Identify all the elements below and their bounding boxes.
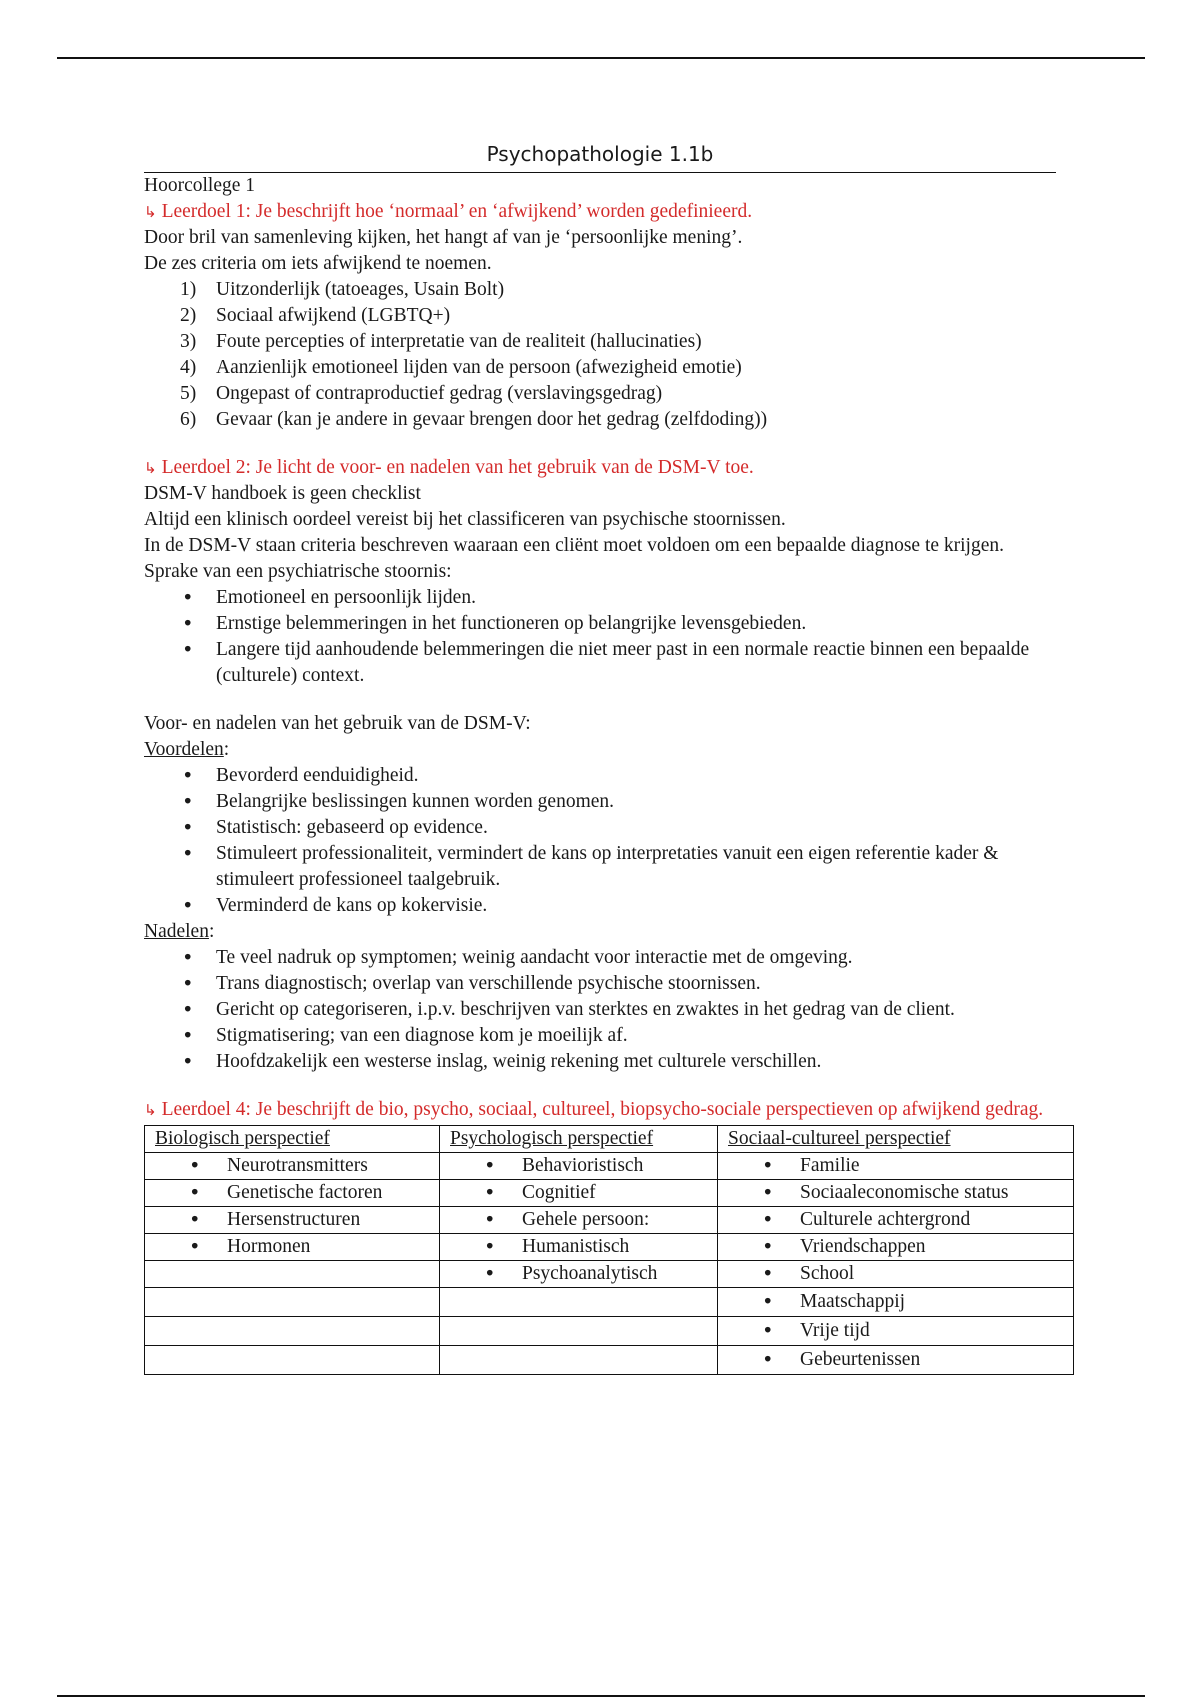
table-cell: • School: [718, 1261, 1074, 1288]
list-item: [144, 355, 1056, 381]
table-cell: • Behavioristisch: [440, 1153, 718, 1180]
table-cell: • Psychoanalytisch: [440, 1261, 718, 1288]
list-item: • Emotioneel en persoonlijk lijden.: [144, 585, 1056, 611]
table-row: [145, 1261, 1074, 1288]
table-cell: • Humanistisch: [440, 1234, 718, 1261]
list-item: • Bevorderd eenduidigheid.: [144, 763, 1056, 789]
spacer: [144, 689, 1056, 711]
return-arrow-icon: ↳: [144, 459, 157, 477]
paragraph: Sprake van een psychiatrische stoornis:: [144, 561, 452, 582]
table-cell: • Neurotransmitters: [145, 1153, 440, 1180]
list-number: 1): [180, 279, 197, 300]
table-row: [145, 1207, 1074, 1234]
table-cell: • Hormonen: [145, 1234, 440, 1261]
table-header: Biologisch perspectief: [145, 1126, 440, 1153]
table-cell: [440, 1288, 718, 1317]
table-cell: [145, 1317, 440, 1346]
list-item-text: Ongepast of contraproductief gedrag (verslavingsgedrag): [216, 383, 663, 404]
table-row: [145, 1346, 1074, 1375]
list-item: [144, 303, 1056, 329]
list-item-text: Uitzonderlijk (tatoeages, Usain Bolt): [216, 279, 505, 300]
list-item: [144, 407, 1056, 433]
learning-goal-4: [144, 1097, 1056, 1123]
list-item: • Langere tijd aanhoudende belemmeringen die niet meer past in een normale reactie binnen een bepaalde (culturele) context.: [144, 637, 1056, 689]
criteria-list: [144, 277, 1056, 433]
table-cell: • Genetische factoren: [145, 1180, 440, 1207]
spacer: [144, 1075, 1056, 1097]
document-body: [144, 138, 1056, 1375]
spacer: [144, 433, 1056, 455]
table-cell: • Hersenstructuren: [145, 1207, 440, 1234]
table-row: [145, 1180, 1074, 1207]
table-cell: [145, 1261, 440, 1288]
top-rule: [57, 57, 1145, 59]
list-item-text: Foute percepties of interpretatie van de realiteit (hallucinaties): [216, 331, 702, 352]
table-cell: [145, 1346, 440, 1375]
learning-goal-1: [144, 199, 1056, 225]
table-cell: • Maatschappij: [718, 1288, 1074, 1317]
cons-heading: Nadelen:: [144, 921, 215, 942]
table-cell: [440, 1317, 718, 1346]
table-cell: • Gebeurtenissen: [718, 1346, 1074, 1375]
pros-list: [144, 763, 1056, 919]
list-item: • Verminderd de kans op kokervisie.: [144, 893, 1056, 919]
list-item: • Trans diagnostisch; overlap van verschillende psychische stoornissen.: [144, 971, 1056, 997]
table-row: [145, 1234, 1074, 1261]
list-item: [144, 381, 1056, 407]
paragraph: Voor- en nadelen van het gebruik van de DSM-V:: [144, 713, 531, 734]
perspectives-table: [144, 1125, 1074, 1375]
learning-goal-1-text: Leerdoel 1: Je beschrijft hoe ‘normaal’ en ‘afwijkend’ worden gedefinieerd.: [161, 201, 753, 222]
list-item: [144, 277, 1056, 303]
table-row: [145, 1288, 1074, 1317]
list-number: 4): [180, 357, 197, 378]
table-cell: • Cognitief: [440, 1180, 718, 1207]
learning-goal-2: [144, 455, 1056, 481]
list-item: • Stimuleert professionaliteit, vermindert de kans op interpretaties vanuit een eigen referentie kader & stimuleert professioneel taalgebruik.: [144, 841, 1056, 893]
cons-label: Nadelen: [144, 921, 209, 942]
lecture-label: Hoorcollege 1: [144, 175, 256, 196]
paragraph: DSM-V handboek is geen checklist: [144, 483, 421, 504]
disorder-points-list: [144, 585, 1056, 689]
table-cell: • Vriendschappen: [718, 1234, 1074, 1261]
bottom-rule: [57, 1695, 1145, 1697]
list-number: 6): [180, 409, 197, 430]
cons-list: [144, 945, 1056, 1075]
table-cell: [440, 1346, 718, 1375]
list-number: 3): [180, 331, 197, 352]
pros-heading: Voordelen:: [144, 739, 230, 760]
table-cell: [145, 1288, 440, 1317]
list-item-text: Sociaal afwijkend (LGBTQ+): [216, 305, 451, 326]
pros-label: Voordelen: [144, 739, 224, 760]
table-row: [145, 1317, 1074, 1346]
page-title: Psychopathologie 1.1b: [144, 138, 1056, 173]
list-item: • Te veel nadruk op symptomen; weinig aandacht voor interactie met de omgeving.: [144, 945, 1056, 971]
table-header-row: [145, 1126, 1074, 1153]
paragraph: Altijd een klinisch oordeel vereist bij het classificeren van psychische stoornissen.: [144, 509, 786, 530]
list-item-text: Aanzienlijk emotioneel lijden van de persoon (afwezigheid emotie): [216, 357, 742, 378]
list-item: • Gericht op categoriseren, i.p.v. beschrijven van sterktes en zwaktes in het gedrag van de client.: [144, 997, 1056, 1023]
return-arrow-icon: ↳: [144, 203, 157, 221]
table-cell: • Sociaaleconomische status: [718, 1180, 1074, 1207]
paragraph: De zes criteria om iets afwijkend te noemen.: [144, 253, 492, 274]
list-number: 2): [180, 305, 197, 326]
learning-goal-4-text: Leerdoel 4: Je beschrijft de bio, psycho, sociaal, cultureel, biopsycho-sociale perspectieven op afwijkend gedrag.: [161, 1099, 1044, 1120]
table-row: [145, 1153, 1074, 1180]
table-header: Sociaal-cultureel perspectief: [718, 1126, 1074, 1153]
return-arrow-icon: ↳: [144, 1101, 157, 1119]
list-item-text: Gevaar (kan je andere in gevaar brengen door het gedrag (zelfdoding)): [216, 409, 768, 430]
table-cell: • Vrije tijd: [718, 1317, 1074, 1346]
list-item: • Ernstige belemmeringen in het functioneren op belangrijke levensgebieden.: [144, 611, 1056, 637]
list-item: • Belangrijke beslissingen kunnen worden genomen.: [144, 789, 1056, 815]
list-number: 5): [180, 383, 197, 404]
list-item: • Hoofdzakelijk een westerse inslag, weinig rekening met culturele verschillen.: [144, 1049, 1056, 1075]
list-item: • Statistisch: gebaseerd op evidence.: [144, 815, 1056, 841]
table-cell: • Culturele achtergrond: [718, 1207, 1074, 1234]
list-item: [144, 329, 1056, 355]
paragraph: In de DSM-V staan criteria beschreven waaraan een cliënt moet voldoen om een bepaalde diagnose te krijgen.: [144, 535, 1005, 556]
table-cell: • Familie: [718, 1153, 1074, 1180]
table-cell: • Gehele persoon:: [440, 1207, 718, 1234]
table-header: Psychologisch perspectief: [440, 1126, 718, 1153]
list-item: • Stigmatisering; van een diagnose kom je moeilijk af.: [144, 1023, 1056, 1049]
learning-goal-2-text: Leerdoel 2: Je licht de voor- en nadelen van het gebruik van de DSM-V toe.: [161, 457, 754, 478]
paragraph: Door bril van samenleving kijken, het hangt af van je ‘persoonlijke mening’.: [144, 227, 743, 248]
